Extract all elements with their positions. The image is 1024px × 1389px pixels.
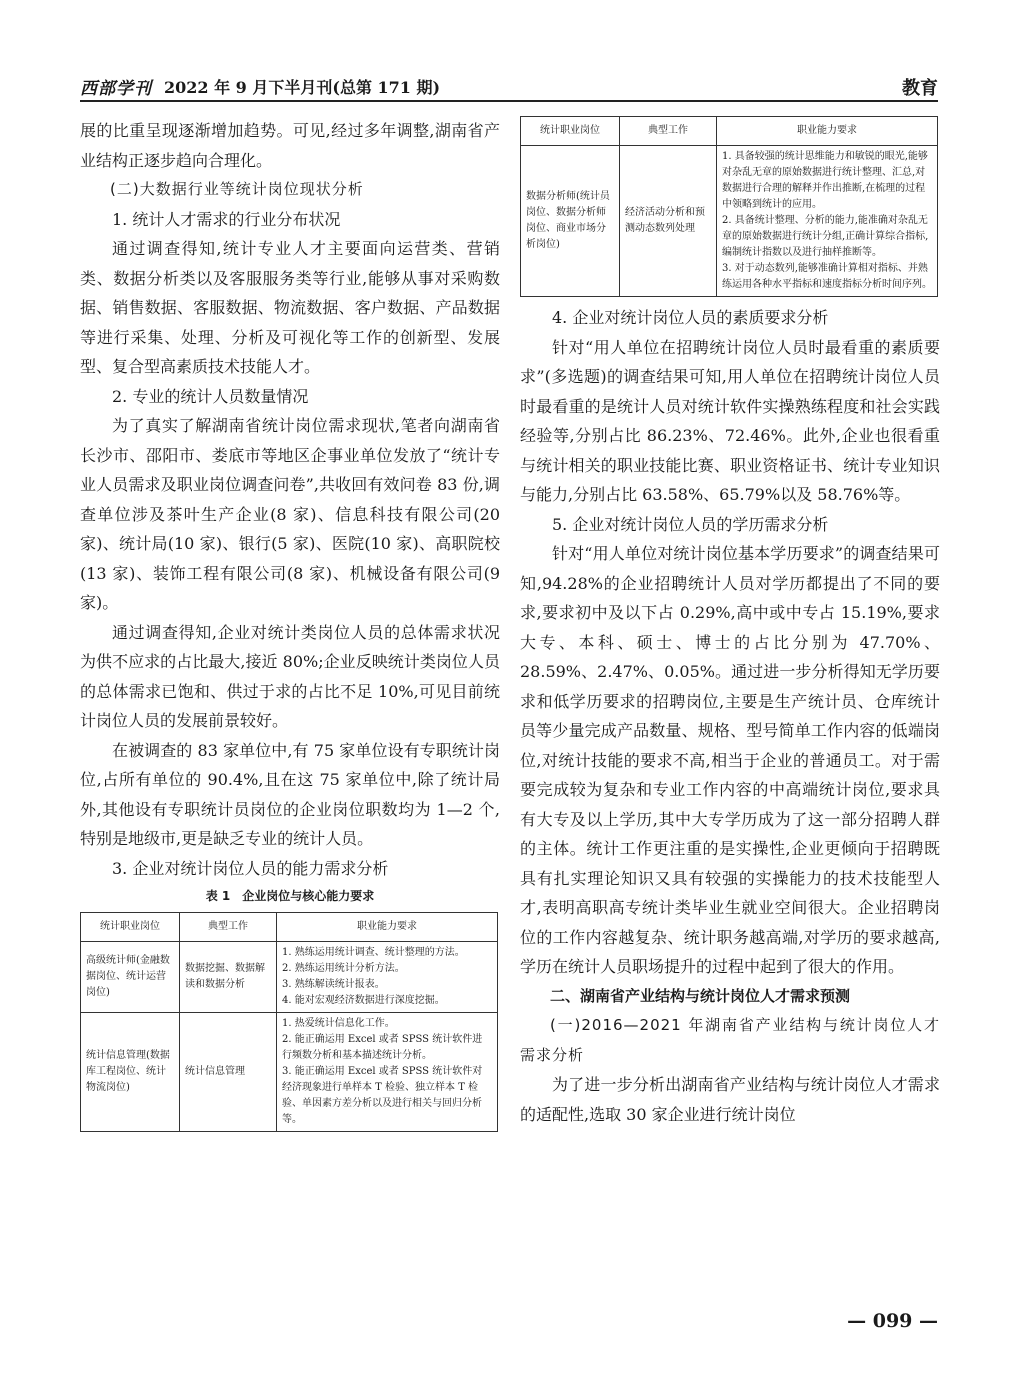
table-header-row [521,117,938,146]
table-header-cell: 统计职业岗位 [521,117,620,146]
requirement-item: 3. 对于动态数列,能够准确计算相对指标、并熟练运用各种水平指标和速度指标分析时间序列。 [722,263,932,290]
paragraph: 为了真实了解湖南省统计岗位需求现状,笔者向湖南省长沙市、邵阳市、娄底市等地区企事业单位发放了“统计专业人员需求及职业岗位调查问卷”,共收回有效问卷 83 份,调查单位涉及茶叶生产企业(8 家)、信息科技有限公司(20 家)、统计局(10 家)、银行(5 家)、医院(10 家)、高职院校(13 家)、装饰工程有限公司(8 家)、机械设备有限公司(9 家)。 [80,416,500,612]
table-cell-post: 统计信息管理(数据库工程岗位、统计物流岗位) [81,1013,180,1132]
table-row [81,942,498,1013]
table-header-cell: 职业能力要求 [277,913,498,942]
paragraph: 在被调查的 83 家单位中,有 75 家单位设有专职统计岗位,占所有单位的 90.4%,且在这 75 家单位中,除了统计局外,其他设有专职统计员岗位的企业岗位职数均为 1—2 个,特别是地级市,更是缺乏专业的统计人员。 [80,740,500,848]
journal-logo: 西部学刊 [80,79,152,99]
issue-info: 2022 年 9 月下半月刊(总第 171 期) [164,78,441,97]
requirement-item: 2. 具备统计整理、分析的能力,能准确对杂乱无章的原始数据进行统计分组,正确计算综合指标,编制统计指数以及进行抽样推断等。 [722,215,929,258]
paragraph: 针对“用人单位在招聘统计岗位人员时最看重的素质要求”(多选题)的调查结果可知,用人单位在招聘统计岗位人员时最看重的是统计人员对统计软件实操熟练程度和社会实践经验等,分别占比 86.23%、72.46%。此外,企业也很看重与统计相关的职业技能比赛、职业资格证书、统计专业知识与能力,分别占比 63.58%、65.79%以及 58.76%等。 [520,337,940,504]
subsection-heading: 4. 企业对统计岗位人员的素质要求分析 [552,308,829,327]
subsection-heading: 1. 统计人才需求的行业分布状况 [112,209,341,229]
paragraph: 通过调查得知,企业对统计类岗位人员的总体需求状况为供不应求的占比最大,接近 80%;企业反映统计类岗位人员的总体需求已饱和、供过于求的占比不足 10%,可见目前统计岗位人员的发展前景较好。 [80,622,500,730]
page-number: — 099 — [847,1310,938,1332]
requirement-item: 2. 能正确运用 Excel 或者 SPSS 统计软件进行频数分析和基本描述统计分析。 [282,1034,483,1061]
table-cell-reqs [277,1013,498,1132]
table-header-row [81,913,498,942]
table-row [521,146,938,297]
paragraph: 展的比重呈现逐渐增加趋势。可见,经过多年调整,湖南省产业结构正逐步趋向合理化。 [80,121,500,170]
ability-table-continued [520,116,938,297]
section-name: 教育 [902,78,938,99]
table-cell-work: 数据挖掘、数据解读和数据分析 [180,942,277,1013]
subsection-heading: 2. 专业的统计人员数量情况 [112,386,309,406]
requirement-item: 2. 熟练运用统计分析方法。 [282,963,405,974]
table-cell-post: 数据分析师(统计员岗位、数据分析师岗位、商业市场分析岗位) [521,146,620,297]
requirement-list [722,149,932,293]
section-heading: 二、湖南省产业结构与统计岗位人才需求预测 [550,986,851,1005]
requirement-item: 4. 能对宏观经济数据进行深度挖掘。 [282,995,445,1006]
requirement-item: 3. 能正确运用 Excel 或者 SPSS 统计软件对经济现象进行单样本 T 检验、独立样本 T 检验、单因素方差分析以及进行相关与回归分析等。 [282,1066,483,1125]
paragraph: 为了进一步分析出湖南省产业结构与统计岗位人才需求的适配性,选取 30 家企业进行统计岗位 [520,1075,940,1124]
table-cell-reqs [277,942,498,1013]
subsection-heading: 3. 企业对统计岗位人员的能力需求分析 [112,858,389,878]
requirement-item: 1. 具备较强的统计思维能力和敏锐的眼光,能够对杂乱无章的原始数据进行统计整理、汇总,对数据进行合理的解释并作出推断,在梳理的过程中领略到统计的应用。 [722,151,928,210]
paragraph: 通过调查得知,统计专业人才主要面向运营类、营销类、数据分析类以及客服服务类等行业,能够从事对采购数据、销售数据、客服数据、物流数据、客户数据、产品数据等进行采集、处理、分析及可视化等工作的创新型、发展型、复合型高素质技术技能人才。 [80,239,500,376]
requirement-item: 3. 熟练解读统计报表。 [282,979,385,990]
right-column [520,116,940,1129]
table-cell-work: 统计信息管理 [180,1013,277,1132]
table-cell-work: 经济活动分析和预测动态数列处理 [620,146,717,297]
requirement-list [282,1016,492,1128]
subsection-heading: (一)2016—2021 年湖南省产业结构与统计岗位人才需求分析 [520,1016,940,1064]
table-cell-post: 高级统计师(金融数据岗位、统计运营岗位) [81,942,180,1013]
requirement-item: 1. 热爱统计信息化工作。 [282,1018,395,1029]
table-cell-reqs [717,146,938,297]
paragraph: 针对“用人单位对统计岗位基本学历要求”的调查结果可知,94.28%的企业招聘统计人员对学历都提出了不同的要求,要求初中及以下占 0.29%,高中或中专占 15.19%,要求大专、本科、硕士、博士的占比分别为 47.70%、28.59%、2.47%、0.05%。通过进一步分析得知无学历要求和低学历要求的招聘岗位,主要是生产统计员、仓库统计员等少量完成产品数量、规格、型号简单工作内容的低端岗位,对统计技能的要求不高,相当于企业的普通员工。对于需要完成较为复杂和专业工作内容的中高端统计岗位,要求具有大专及以上学历,其中大专学历成为了这一部分招聘人群的主体。统计工作更注重的是实操性,企业更倾向于招聘既具有扎实理论知识又具有较强的实操能力的技术技能型人才,表明高职高专统计类毕业生就业空间很大。企业招聘岗位的工作内容越复杂、统计职务越高端,对学历的要求越高,学历在统计人员职场提升的过程中起到了很大的作用。 [520,544,940,976]
running-header [80,74,938,102]
table-row [81,1013,498,1132]
table-header-cell: 典型工作 [620,117,717,146]
table-caption: 表 1 企业岗位与核心能力要求 [205,889,375,903]
requirement-item: 1. 熟练运用统计调查、统计整理的方法。 [282,947,465,958]
ability-table [80,912,498,1132]
table-header-cell: 职业能力要求 [717,117,938,146]
subsection-heading: (二)大数据行业等统计岗位现状分析 [110,180,364,198]
left-column [80,116,500,1132]
requirement-list [282,945,492,1009]
subsection-heading: 5. 企业对统计岗位人员的学历需求分析 [552,514,829,534]
table-header-cell: 典型工作 [180,913,277,942]
table-header-cell: 统计职业岗位 [81,913,180,942]
